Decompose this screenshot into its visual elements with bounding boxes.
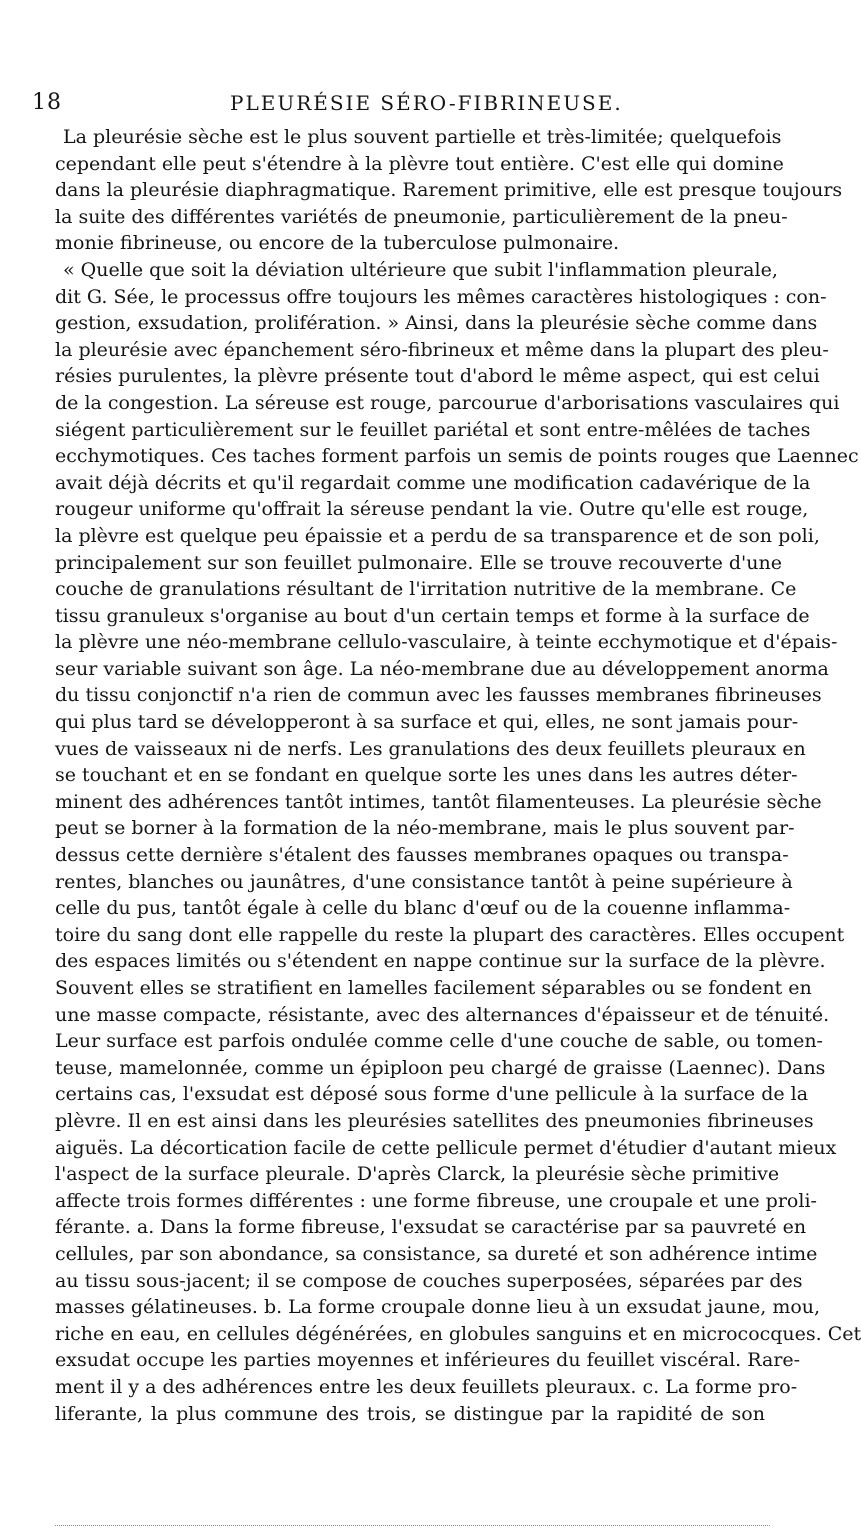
text-line: masses gélatineuses. b. La forme croupale donne lieu à un exsudat jaune, mou, bbox=[55, 1296, 821, 1319]
text-line: rentes, blanches ou jaunâtres, d'une consistance tantôt à peine supérieure à bbox=[55, 870, 793, 893]
text-line: se touchant et en se fondant en quelque sorte les unes dans les autres déter- bbox=[55, 764, 798, 787]
text-line: siégent particulièrement sur le feuillet pariétal et sont entre-mêlées de taches bbox=[55, 418, 811, 441]
text-line: couche de granulations résultant de l'irritation nutritive de la membrane. Ce bbox=[55, 578, 797, 601]
text-line: du tissu conjonctif n'a rien de commun avec les fausses membranes fibrineuses bbox=[55, 684, 822, 707]
text-line: plèvre. Il en est ainsi dans les pleurésies satellites des pneumonies fibrineuses bbox=[55, 1109, 814, 1132]
text-line: dans la pleurésie diaphragmatique. Rarement primitive, elle est presque toujours bbox=[55, 179, 843, 202]
text-line: riche en eau, en cellules dégénérées, en globules sanguins et en micrococques. Cet bbox=[55, 1322, 861, 1345]
text-line: de la congestion. La séreuse est rouge, parcourue d'arborisations vasculaires qui bbox=[55, 391, 840, 414]
text-line: cependant elle peut s'étendre à la plèvre tout entière. C'est elle qui domine bbox=[55, 152, 784, 175]
text-line: tissu granuleux s'organise au bout d'un certain temps et forme à la surface de bbox=[55, 604, 810, 627]
text-line: avait déjà décrits et qu'il regardait comme une modification cadavérique de la bbox=[55, 471, 811, 494]
bottom-dotted-rule bbox=[55, 1525, 770, 1526]
page-number: 18 bbox=[32, 90, 62, 115]
running-head bbox=[30, 88, 775, 118]
text-line: la suite des différentes variétés de pneumonie, particulièrement de la pneu- bbox=[55, 205, 788, 228]
text-line: vues de vaisseaux ni de nerfs. Les granulations des deux feuillets pleuraux en bbox=[55, 737, 806, 760]
text-line: La pleurésie sèche est le plus souvent partielle et très-limitée; quelquefois bbox=[63, 126, 782, 148]
text-line: l'aspect de la surface pleurale. D'après Clarck, la pleurésie sèche primitive bbox=[55, 1163, 780, 1186]
text-line: liferante, la plus commune des trois, se distingue par la rapidité de son bbox=[55, 1402, 765, 1425]
text-line: qui plus tard se développeront à sa surface et qui, elles, ne sont jamais pour- bbox=[55, 711, 799, 734]
text-line: peut se borner à la formation de la néo-membrane, mais le plus souvent par- bbox=[55, 817, 795, 840]
text-line: Leur surface est parfois ondulée comme celle d'une couche de sable, ou tomen- bbox=[55, 1030, 823, 1053]
text-line: « Quelle que soit la déviation ultérieure que subit l'inflammation pleurale, bbox=[63, 258, 778, 281]
text-line: des espaces limités ou s'étendent en nappe continue sur la surface de la plèvre. bbox=[55, 950, 826, 973]
text-line: la plèvre est quelque peu épaissie et a perdu de sa transparence et de son poli, bbox=[55, 524, 820, 547]
text-line: dit G. Sée, le processus offre toujours les mêmes caractères histologiques : con- bbox=[55, 285, 827, 308]
text-line: gestion, exsudation, prolifération. » Ainsi, dans la pleurésie sèche comme dans bbox=[55, 312, 818, 335]
text-line: férante. a. Dans la forme fibreuse, l'exsudat se caractérise par sa pauvreté en bbox=[55, 1216, 807, 1239]
running-title: PLEURÉSIE SÉRO-FIBRINEUSE. bbox=[230, 91, 623, 115]
text-line: celle du pus, tantôt égale à celle du blanc d'œuf ou de la couenne inflamma- bbox=[55, 897, 791, 920]
text-line: dessus cette dernière s'étalent des fausses membranes opaques ou transpa- bbox=[55, 844, 789, 867]
text-line: exsudat occupe les parties moyennes et inférieures du feuillet viscéral. Rare- bbox=[55, 1349, 801, 1372]
text-line: au tissu sous-jacent; il se compose de couches superposées, séparées par des bbox=[55, 1269, 803, 1292]
text-line: une masse compacte, résistante, avec des alternances d'épaisseur et de ténuité. bbox=[55, 1003, 830, 1026]
text-line: la plèvre une néo-membrane cellulo-vasculaire, à teinte ecchymotique et d'épais- bbox=[55, 631, 838, 654]
text-line: cellules, par son abondance, sa consistance, sa dureté et son adhérence intime bbox=[55, 1242, 818, 1265]
text-line: ment il y a des adhérences entre les deux feuillets pleuraux. c. La forme pro- bbox=[55, 1375, 798, 1398]
text-line: rougeur uniforme qu'offrait la séreuse pendant la vie. Outre qu'elle est rouge, bbox=[55, 498, 809, 521]
text-line: certains cas, l'exsudat est déposé sous forme d'une pellicule à la surface de la bbox=[55, 1083, 809, 1106]
text-line: principalement sur son feuillet pulmonaire. Elle se trouve recouverte d'une bbox=[55, 551, 782, 574]
text-line: résies purulentes, la plèvre présente tout d'abord le même aspect, qui est celui bbox=[55, 365, 820, 388]
text-line: seur variable suivant son âge. La néo-membrane due au développement anorma bbox=[55, 657, 829, 680]
text-line: minent des adhérences tantôt intimes, tantôt filamenteuses. La pleurésie sèche bbox=[55, 790, 822, 813]
text-line: toire du sang dont elle rappelle du reste la plupart des caractères. Elles occupent bbox=[55, 923, 845, 946]
text-line: monie fibrineuse, ou encore de la tuberculose pulmonaire. bbox=[55, 232, 620, 255]
text-line: affecte trois formes différentes : une forme fibreuse, une croupale et une proli- bbox=[55, 1189, 817, 1212]
text-line: Souvent elles se stratifient en lamelles facilement séparables ou se fondent en bbox=[55, 977, 812, 999]
text-line: la pleurésie avec épanchement séro-fibrineux et même dans la plupart des pleu- bbox=[55, 338, 829, 361]
text-line: teuse, mamelonnée, comme un épiploon peu chargé de graisse (Laennec). Dans bbox=[55, 1056, 826, 1079]
body-text bbox=[55, 124, 861, 1427]
text-line: ecchymotiques. Ces taches forment parfois un semis de points rouges que Laennec bbox=[55, 445, 859, 468]
text-line: aiguës. La décortication facile de cette pellicule permet d'étudier d'autant mieux bbox=[55, 1136, 837, 1159]
